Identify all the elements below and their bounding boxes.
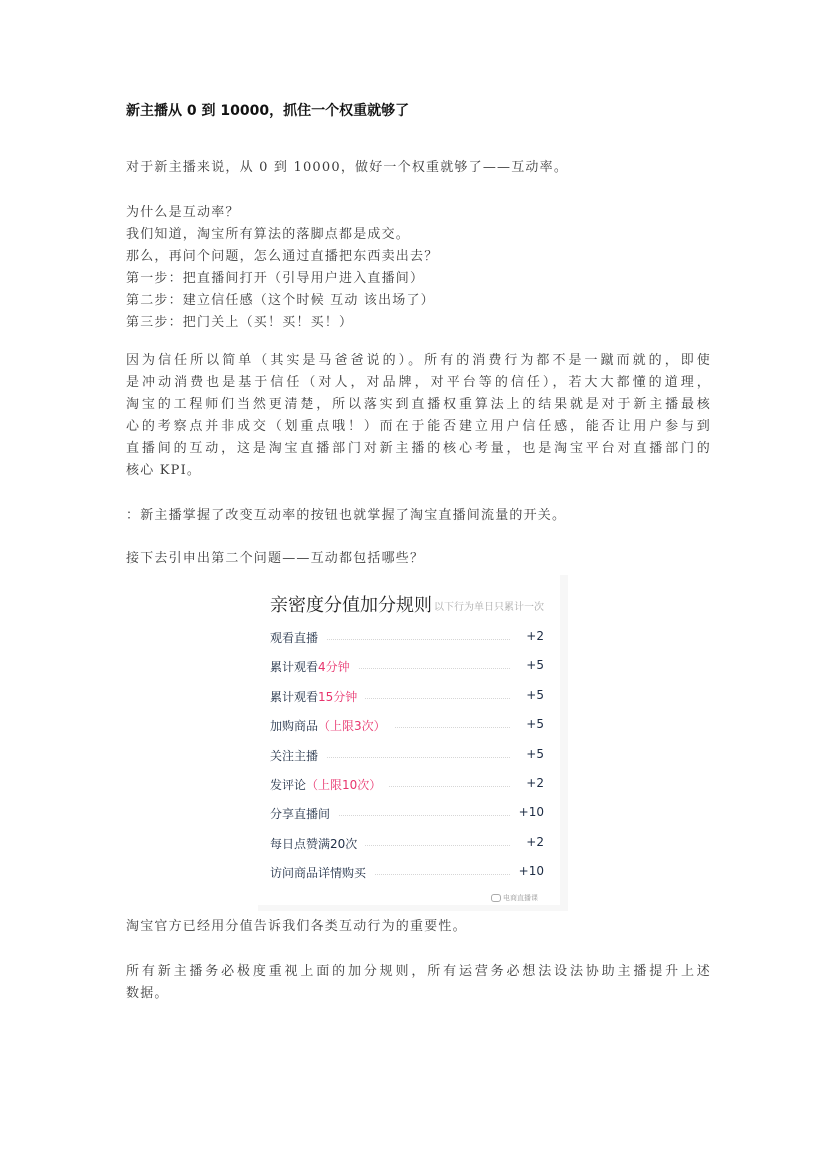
rule-action: 累计观看	[270, 660, 319, 675]
watermark	[491, 893, 538, 903]
trust-line: 淘宝的工程师们当然更清楚，所以落实到直播权重算法上的结果就是对于新主播最核	[126, 397, 711, 412]
official-paragraph	[126, 916, 711, 938]
rule-label	[270, 717, 394, 734]
rule-score: +5	[526, 658, 544, 673]
rule-row	[270, 803, 544, 825]
trust-line: 核心 KPI。	[126, 463, 202, 478]
switch-paragraph	[126, 505, 711, 527]
rule-highlight: （上限3次）	[318, 719, 386, 734]
trust-line: 是冲动消费也是基于信任（对人，对品牌，对平台等的信任），若大大都懂的道理，	[126, 375, 711, 390]
card-title: 亲密度分值加分规则	[270, 595, 432, 616]
rule-score: +5	[526, 746, 544, 761]
rule-row	[270, 745, 544, 767]
rule-row	[270, 627, 544, 649]
why-paragraph	[126, 202, 711, 334]
rule-label	[270, 658, 358, 675]
scoring-rules-image	[258, 575, 568, 911]
watermark-text: 电商直播课	[503, 894, 538, 902]
switch-line: ：新主播掌握了改变互动率的按钮也就掌握了淘宝直播间流量的开关。	[126, 508, 567, 523]
rule-score: +10	[518, 805, 544, 820]
rule-label	[270, 747, 326, 764]
next-line: 接下去引申出第二个问题——互动都包括哪些？	[126, 551, 425, 566]
wechat-icon	[491, 894, 501, 902]
closing-line: 数据。	[126, 986, 169, 1001]
intro-paragraph	[126, 157, 711, 179]
article-title: 新主播从 0 到 10000，抓住一个权重就够了	[126, 103, 410, 119]
why-line: 第一步：把直播间打开（引导用户进入直播间）	[126, 271, 425, 286]
trust-line: 心的考察点并非成交（划重点哦！）而在于能否建立用户信任感，能否让用户参与到	[126, 419, 711, 434]
rule-action: 每日点赞满20次	[270, 836, 358, 851]
why-line: 我们知道，淘宝所有算法的落脚点都是成交。	[126, 227, 411, 242]
rule-label	[270, 805, 338, 822]
rule-row	[270, 715, 544, 737]
rule-score: +2	[526, 834, 544, 849]
rule-row	[270, 833, 544, 855]
rule-label	[270, 776, 389, 793]
rule-row	[270, 774, 544, 796]
rule-row	[270, 656, 544, 678]
rule-highlight: （上限10次）	[306, 778, 382, 792]
next-paragraph	[126, 548, 711, 570]
rule-score: +2	[526, 776, 544, 790]
trust-line: 直播间的互动，这是淘宝直播部门对新主播的核心考量，也是淘宝平台对直播部门的	[126, 441, 711, 456]
rule-row	[270, 862, 544, 884]
trust-line: 因为信任所以简单（其实是马爸爸说的）。所有的消费行为都不是一蹴而就的，即使	[126, 353, 711, 368]
rule-label	[270, 835, 365, 852]
why-line: 为什么是互动率？	[126, 205, 240, 220]
why-line: 第二步：建立信任感（这个时候 互动 该出场了）	[126, 293, 435, 308]
scoring-rules-card	[258, 575, 560, 905]
rule-highlight: 4分钟	[318, 660, 350, 675]
why-line: 第三步：把门关上（买！买！买！）	[126, 315, 354, 330]
rule-action: 加购商品	[270, 719, 319, 734]
rule-label	[270, 629, 326, 646]
rule-score: +2	[526, 629, 544, 643]
rule-action: 累计观看	[270, 689, 319, 704]
rule-highlight: 15分钟	[318, 689, 358, 704]
rule-score: +10	[518, 864, 544, 879]
rule-action: 发评论	[270, 778, 307, 792]
rule-action: 关注主播	[270, 748, 319, 763]
rule-label	[270, 864, 374, 881]
official-line: 淘宝官方已经用分值告诉我们各类互动行为的重要性。	[126, 919, 467, 934]
why-line: 那么，再问个问题，怎么通过直播把东西卖出去？	[126, 249, 439, 264]
trust-paragraph	[126, 350, 711, 482]
rule-row	[270, 686, 544, 708]
closing-paragraph	[126, 961, 711, 1005]
intro-line: 对于新主播来说，从 0 到 10000，做好一个权重就够了——互动率。	[126, 160, 569, 175]
rule-action: 观看直播	[270, 631, 319, 645]
rule-score: +5	[526, 687, 544, 702]
card-note: 以下行为单日只累计一次	[434, 602, 544, 613]
rule-action: 访问商品详情购买	[270, 866, 367, 881]
rule-label	[270, 688, 365, 705]
rule-score: +5	[526, 717, 544, 732]
closing-line: 所有新主播务必极度重视上面的加分规则，所有运营务必想法设法协助主播提升上述	[126, 964, 711, 979]
rule-action: 分享直播间	[270, 807, 331, 822]
